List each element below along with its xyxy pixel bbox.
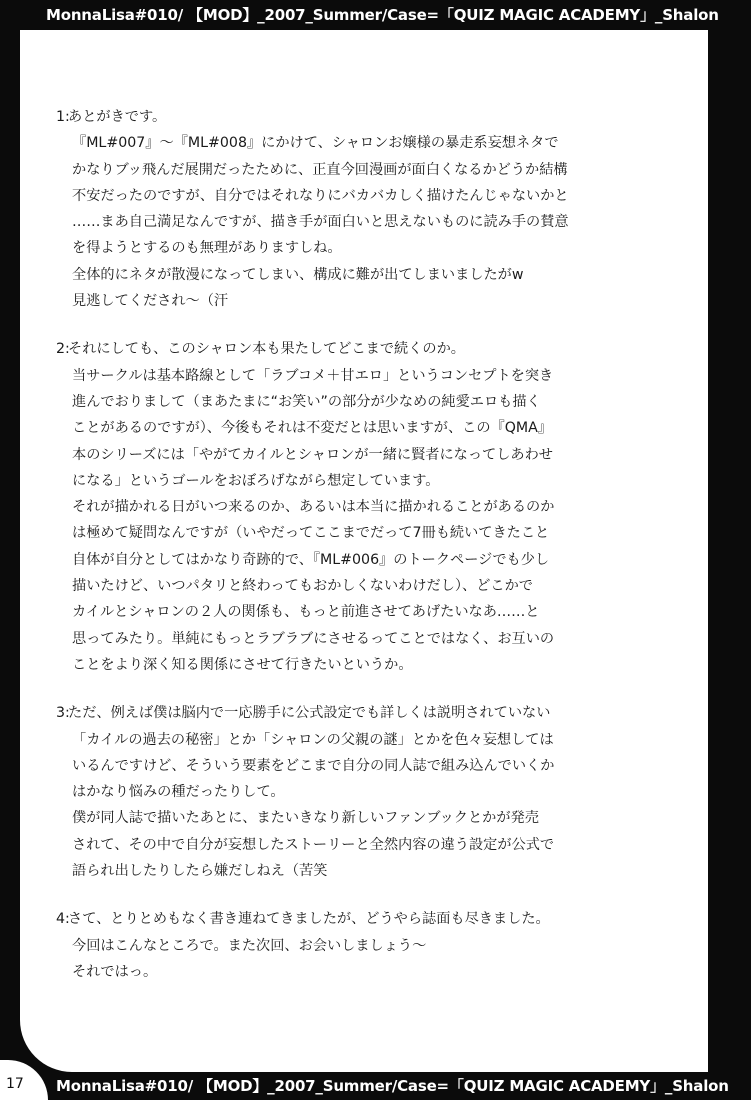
text-line: いるんですけど、そういう要素をどこまで自分の同人誌で組み込んでいくか <box>72 757 555 774</box>
footer-title: MonnaLisa#010/ 【MOD】_2007_Summer/Case=「QUIZ MAGIC ACADEMY」_Shalon <box>56 1077 729 1095</box>
text-line: 『ML#007』～『ML#008』にかけて、シャロンお嬢様の暴走系妄想ネタで <box>72 135 559 152</box>
text-line: 全体的にネタが散漫になってしまい、構成に難が出てしまいましたがw <box>72 266 524 283</box>
section-1 <box>56 104 636 314</box>
text-line: 不安だったのですが、自分ではそれなりにバカバカしく描けたんじゃないかと <box>72 187 569 204</box>
text-line: あとがきです。 <box>68 109 167 125</box>
afterword-content <box>56 104 636 1007</box>
text-line: 今回はこんなところで。また次回、お会いしましょう～ <box>72 937 427 954</box>
text-line: 「カイルの過去の秘密」とか「シャロンの父親の謎」とかを色々妄想しては <box>72 731 554 748</box>
text-line: 進んでおりまして（まあたまに“お笑い”の部分が少なめの純愛エロも描く <box>72 393 541 410</box>
text-line: になる」というゴールをおぼろげながら想定しています。 <box>72 472 440 489</box>
section-number: 4: <box>56 911 70 928</box>
header-title: MonnaLisa#010/ 【MOD】_2007_Summer/Case=「QUIZ MAGIC ACADEMY」_Shalon <box>46 6 719 24</box>
section-number: 1: <box>56 109 70 125</box>
section-3 <box>56 700 636 884</box>
text-line: 僕が同人誌で描いたあとに、またいきなり新しいファンブックとかが発売 <box>72 810 539 827</box>
footer <box>0 1072 751 1100</box>
text-line: を得ようとするのも無理がありますしね。 <box>72 240 342 257</box>
text-line: 描いたけど、いつパタリと終わってもおかしくないわけだし）、どこかで <box>72 578 533 595</box>
section-number: 3: <box>56 705 70 722</box>
page-number: 17 <box>6 1076 24 1092</box>
section-4 <box>56 906 636 985</box>
text-line: それではっ。 <box>72 963 158 980</box>
text-line: ことがあるのですが）、今後もそれは不変だとは思いますが、この『QMA』 <box>72 420 553 437</box>
section-2 <box>56 336 636 678</box>
text-line: かなりブッ飛んだ展開だったために、正直今回漫画が面白くなるかどうか結構 <box>72 161 568 178</box>
text-line: 当サークルは基本路線として「ラブコメ＋甘エロ」というコンセプトを突き <box>72 367 554 384</box>
text-line: は極めて疑問なんですが（いやだってここまでだって7冊も続いてきたこと <box>72 525 550 542</box>
text-line: はかなり悩みの種だったりして。 <box>72 784 285 801</box>
text-line: それが描かれる日がいつ来るのか、あるいは本当に描かれることがあるのか <box>72 499 555 516</box>
text-line: 本のシリーズには「やがてカイルとシャロンが一緒に賢者になってしあわせ <box>72 446 553 463</box>
text-line: ことをより深く知る関係にさせて行きたいというか。 <box>72 656 413 673</box>
text-line: ただ、例えば僕は脳内で一応勝手に公式設定でも詳しくは説明されていない <box>68 705 551 722</box>
text-line: 見逃してくだされ～（汗 <box>72 293 229 310</box>
text-line: ……まあ自己満足なんですが、描き手が面白いと思えないものに読み手の賛意 <box>72 214 569 231</box>
text-line: カイルとシャロンの２人の関係も、もっと前進させてあげたいなあ……と <box>72 604 540 621</box>
section-number: 2: <box>56 341 70 358</box>
text-line: されて、その中で自分が妄想したストーリーと全然内容の違う設定が公式で <box>72 836 555 853</box>
text-line: さて、とりとめもなく書き連ねてきましたが、どうやら誌面も尽きました。 <box>68 911 550 928</box>
text-line: それにしても、このシャロン本も果たしてどこまで続くのか。 <box>68 341 465 358</box>
text-line: 語られ出したりしたら嫌だしねえ（苦笑 <box>72 863 328 880</box>
text-line: 自体が自分としてはかなり奇跡的で、『ML#006』のトークページでも少し <box>72 551 550 568</box>
text-line: 思ってみたり。単純にもっとラブラブにさせるってことではなく、お互いの <box>72 630 555 647</box>
